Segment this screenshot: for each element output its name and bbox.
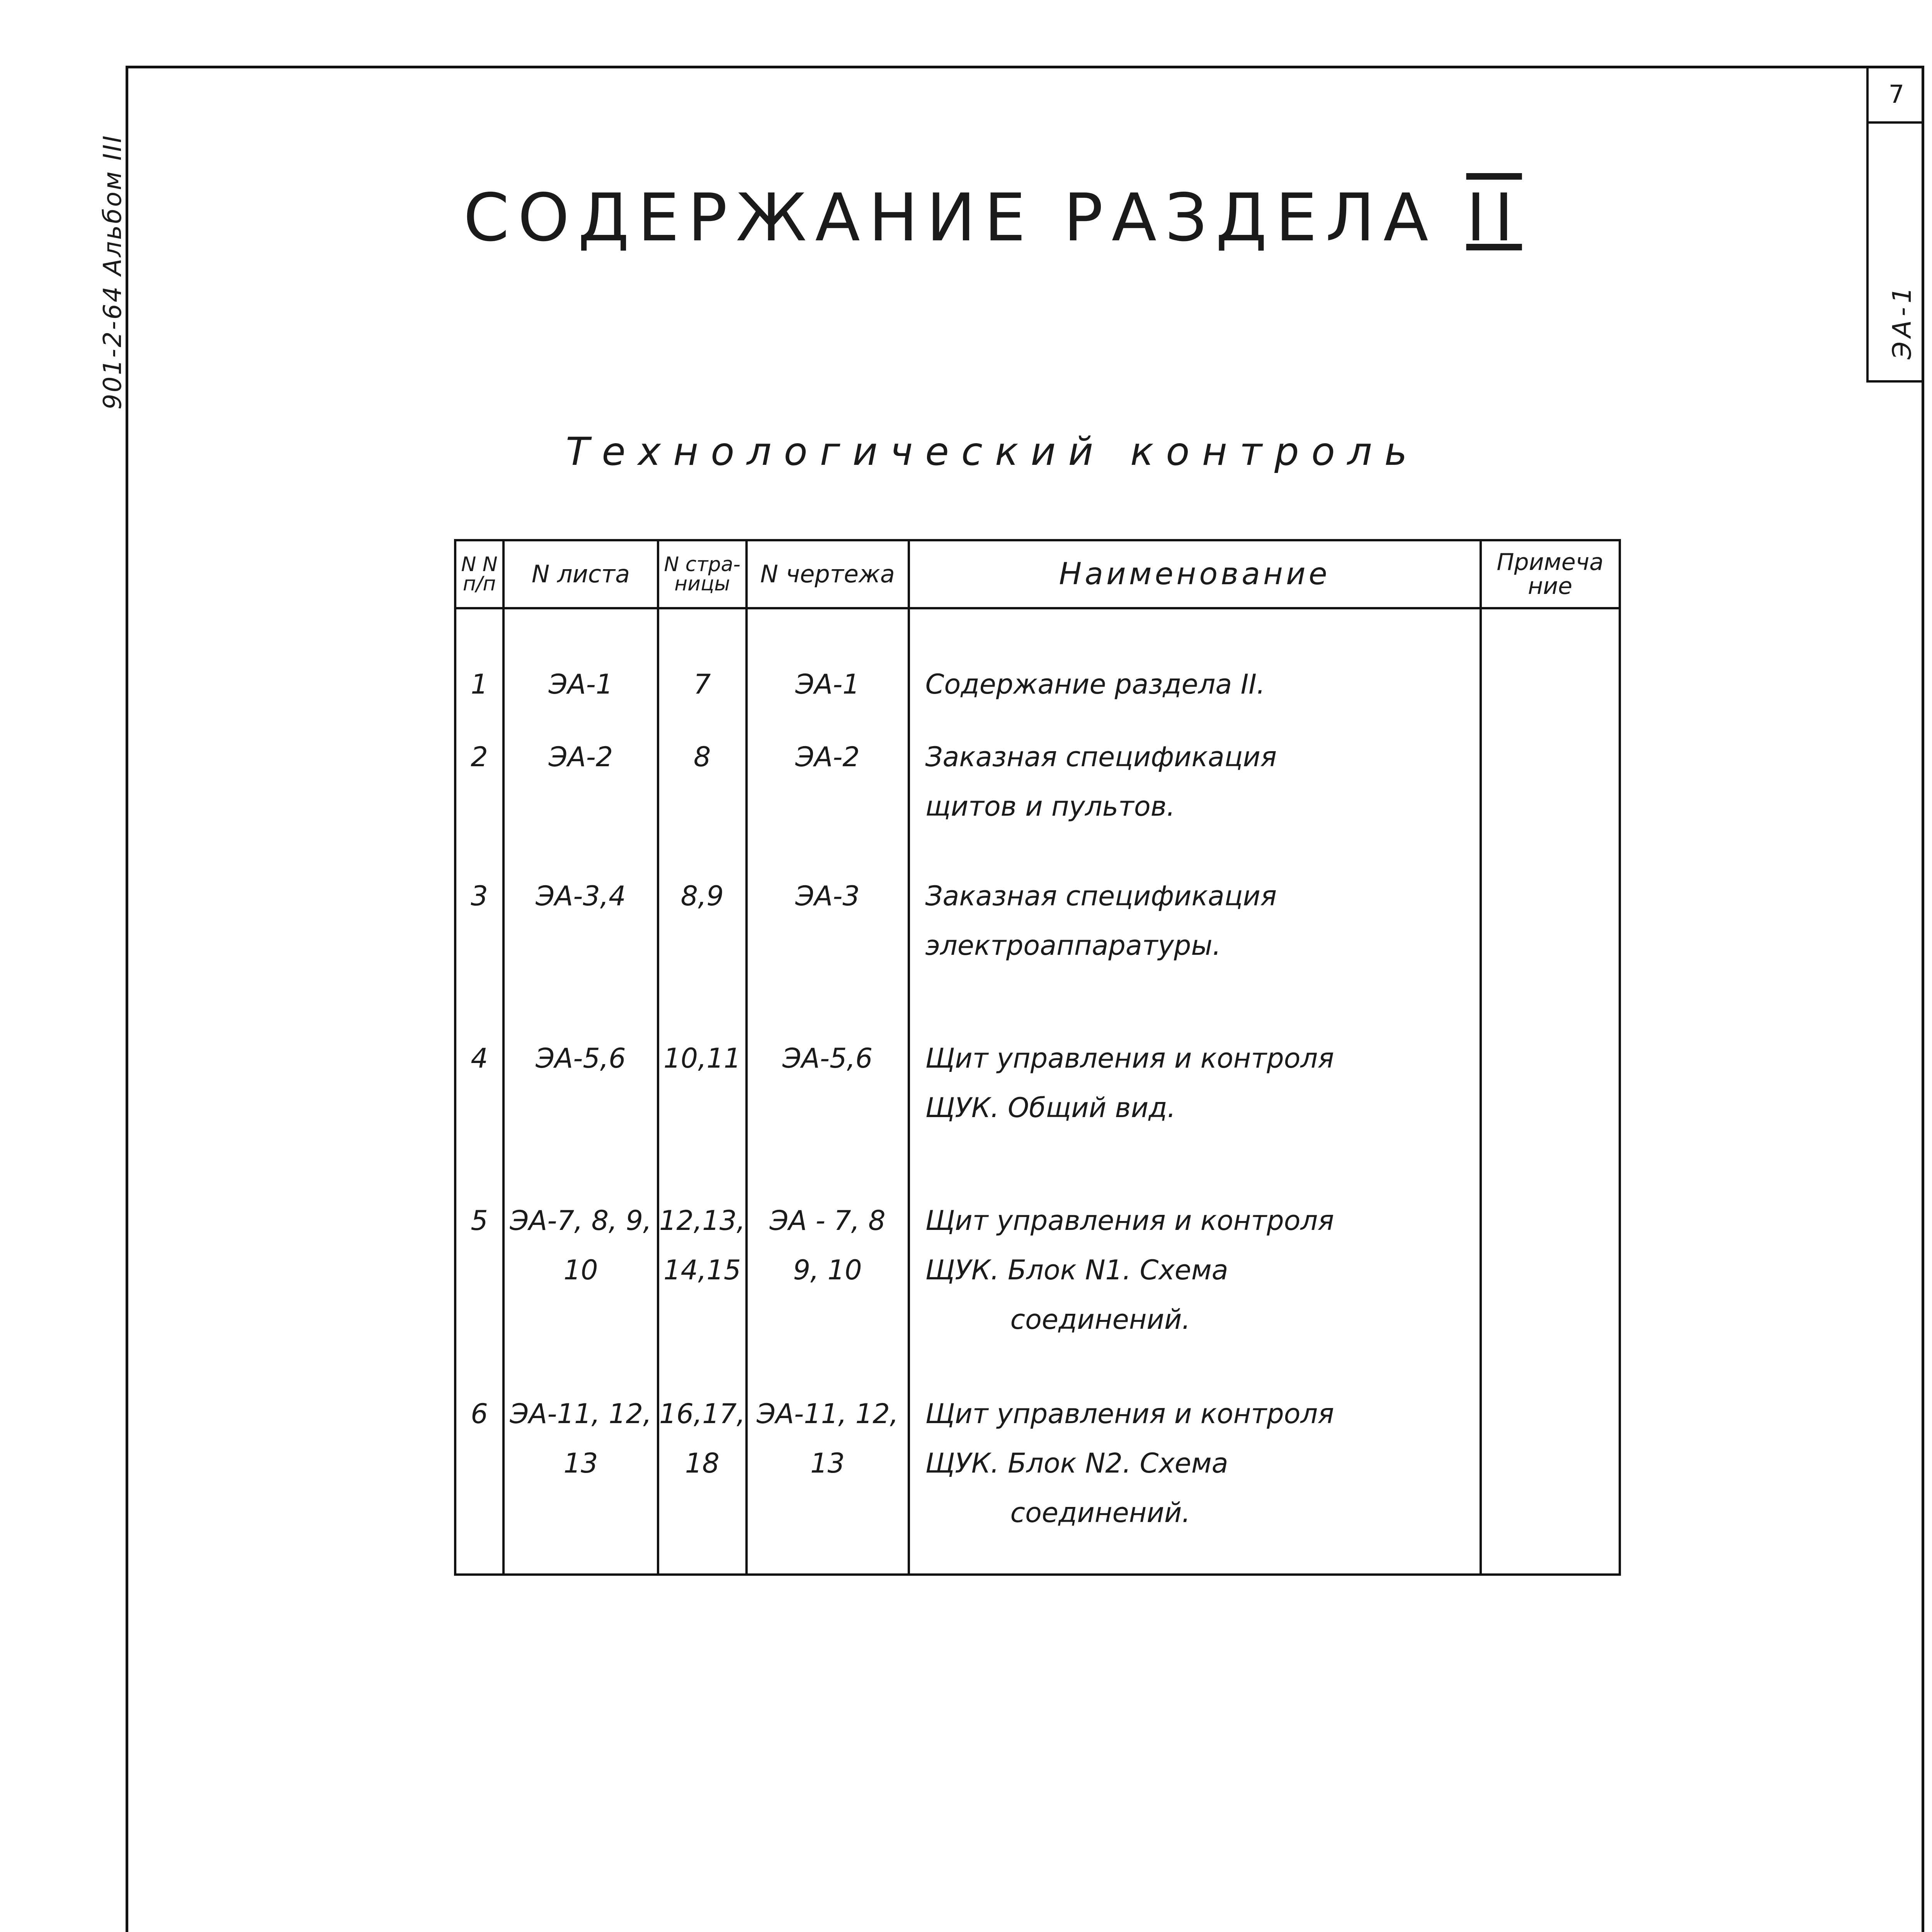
cell-pages — [658, 1010, 747, 1173]
cell-name-line: ЩУК. Общий вид. — [925, 1092, 1176, 1124]
cell-name — [909, 1010, 1481, 1173]
cell-name-line: соединений. — [1010, 1497, 1190, 1529]
cell-drawing — [747, 1366, 909, 1575]
cell-drawing-line: ЭА-1 — [795, 668, 860, 700]
header-drawing: N чертежа — [747, 540, 909, 608]
cell-sheet — [503, 1366, 658, 1575]
cell-pages-line: 18 — [685, 1447, 719, 1479]
cell-num-line: 6 — [471, 1398, 488, 1430]
cell-name-line: Щит управления и контроля — [925, 1205, 1334, 1236]
cell-name — [909, 1173, 1481, 1366]
cell-name — [909, 1366, 1481, 1575]
cell-num-line: 5 — [471, 1205, 488, 1236]
cell-name-line: Заказная спецификация — [925, 741, 1277, 773]
corner-code: ЭА-1 — [1887, 283, 1917, 359]
cell-num-line: 3 — [471, 880, 488, 912]
cell-pages — [658, 1173, 747, 1366]
cell-sheet-line: ЭА-3,4 — [536, 880, 626, 912]
cell-sheet-line: 13 — [563, 1447, 598, 1479]
cell-name-line: электроаппаратуры. — [925, 930, 1221, 961]
cell-note — [1481, 1173, 1620, 1366]
cell-name-line: ЩУК. Блок N1. Схема — [925, 1254, 1228, 1286]
cell-drawing-line: ЭА-11, 12, — [757, 1398, 899, 1430]
cell-num — [455, 848, 503, 1010]
header-note: Примеча ние — [1481, 540, 1620, 608]
cell-sheet-line: 10 — [563, 1254, 598, 1286]
page-subtitle: Технологический контроль — [566, 429, 1420, 474]
cell-num — [455, 709, 503, 848]
cell-sheet-line: ЭА-7, 8, 9, — [510, 1205, 652, 1236]
cell-sheet — [503, 608, 658, 709]
table-row — [455, 608, 1620, 709]
cell-sheet-line: ЭА-2 — [548, 741, 613, 773]
cell-pages-line: 10,11 — [663, 1043, 741, 1074]
cell-name-line: Щит управления и контроля — [925, 1398, 1334, 1430]
cell-drawing-line: 13 — [810, 1447, 845, 1479]
table-row — [455, 1173, 1620, 1366]
contents-table — [454, 539, 1621, 1576]
cell-drawing — [747, 709, 909, 848]
cell-name-line: ЩУК. Блок N2. Схема — [925, 1447, 1228, 1479]
table-row — [455, 848, 1620, 1010]
cell-drawing-line: ЭА-5,6 — [782, 1043, 873, 1074]
cell-num — [455, 1173, 503, 1366]
cell-drawing — [747, 1010, 909, 1173]
table-row — [455, 1366, 1620, 1575]
page-title-text: СОДЕРЖАНИЕ РАЗДЕЛА — [463, 180, 1437, 256]
cell-num — [455, 1366, 503, 1575]
cell-num-line: 4 — [471, 1043, 488, 1074]
cell-drawing-line: ЭА-2 — [795, 741, 860, 773]
cell-drawing — [747, 1173, 909, 1366]
cell-num-line: 2 — [471, 741, 488, 773]
cell-name — [909, 608, 1481, 709]
cell-num — [455, 1010, 503, 1173]
page-title — [0, 180, 1932, 256]
cell-name — [909, 709, 1481, 848]
cell-drawing-line: ЭА - 7, 8 — [769, 1205, 886, 1236]
corner-page-number: 7 — [1869, 66, 1924, 124]
header-name: Наименование — [909, 540, 1481, 608]
cell-drawing — [747, 608, 909, 709]
cell-note — [1481, 848, 1620, 1010]
cell-sheet — [503, 709, 658, 848]
cell-name-line: Заказная спецификация — [925, 880, 1277, 912]
cell-pages — [658, 608, 747, 709]
cell-pages — [658, 1366, 747, 1575]
table-row — [455, 709, 1620, 848]
cell-name-line: Щит управления и контроля — [925, 1043, 1334, 1074]
table-header-row — [455, 540, 1620, 608]
cell-pages-line: 12,13, — [659, 1205, 745, 1236]
side-label: 901-2-64 Альбом III — [99, 134, 127, 410]
header-pages: N стра-ницы — [658, 540, 747, 608]
cell-pages-line: 14,15 — [663, 1254, 741, 1286]
cell-num — [455, 608, 503, 709]
page-title-roman: II — [1466, 180, 1522, 256]
cell-name-line: соединений. — [1010, 1304, 1190, 1335]
cell-pages-line: 8 — [694, 741, 711, 773]
cell-note — [1481, 608, 1620, 709]
cell-sheet-line: ЭА-5,6 — [536, 1043, 626, 1074]
cell-name-line: щитов и пультов. — [925, 791, 1175, 822]
cell-sheet — [503, 848, 658, 1010]
cell-pages-line: 7 — [694, 668, 711, 700]
cell-note — [1481, 1366, 1620, 1575]
cell-name-line: Содержание раздела II. — [925, 668, 1265, 700]
cell-num-line: 1 — [471, 668, 488, 700]
cell-note — [1481, 1010, 1620, 1173]
header-num: N N п/п — [455, 540, 503, 608]
table-row — [455, 1010, 1620, 1173]
cell-pages — [658, 709, 747, 848]
cell-sheet-line: ЭА-11, 12, — [510, 1398, 652, 1430]
cell-pages-line: 8,9 — [680, 880, 724, 912]
cell-note — [1481, 709, 1620, 848]
cell-sheet — [503, 1010, 658, 1173]
cell-pages — [658, 848, 747, 1010]
cell-pages-line: 16,17, — [659, 1398, 745, 1430]
cell-sheet-line: ЭА-1 — [548, 668, 613, 700]
cell-drawing — [747, 848, 909, 1010]
cell-name — [909, 848, 1481, 1010]
cell-drawing-line: 9, 10 — [793, 1254, 862, 1286]
header-sheet: N листа — [503, 540, 658, 608]
cell-drawing-line: ЭА-3 — [795, 880, 860, 912]
cell-sheet — [503, 1173, 658, 1366]
